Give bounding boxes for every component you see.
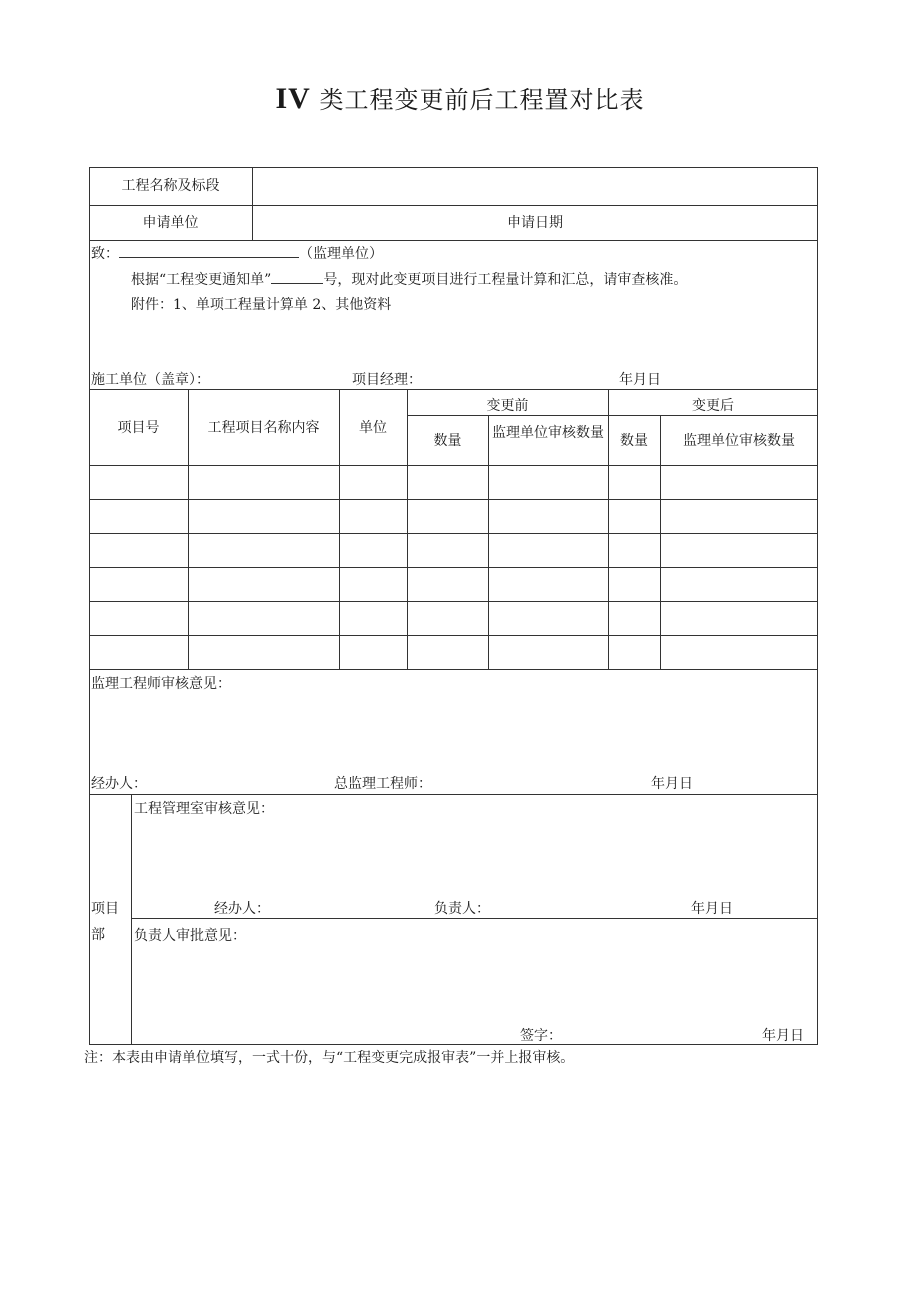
chief-supervisor-label: 总监理工程师： [334,776,432,792]
to-suffix: （监理单位） [299,246,383,262]
contractor-seal-label: 施工单位（盖章）： [91,372,210,388]
office-date: 年月日 [691,901,733,917]
divider-line [660,415,661,669]
to-prefix: 致： [91,246,119,262]
col-item-name: 工程项目名称内容 [207,420,320,436]
project-name-label: 工程名称及标段 [121,178,220,194]
divider-line [89,669,818,670]
project-dept-label-2: 部 [91,927,105,943]
col-before-qty: 数量 [433,433,462,449]
project-manager-label: 项目经理： [352,372,422,388]
office-responsible-label: 负责人： [434,901,490,917]
supervisor-handler-label: 经办人： [91,776,147,792]
supervisor-unit-blank[interactable] [119,244,299,258]
col-before-audit-qty: 监理单位审核数量 [492,425,604,441]
divider-line [89,240,818,241]
office-opinion-label: 工程管理室审核意见： [134,801,274,817]
letter-body [131,270,687,288]
project-dept-label-1: 项目 [91,901,119,917]
title-text: 类工程变更前后工程置对比表 [319,86,645,114]
office-handler-label: 经办人： [214,901,270,917]
body-suffix: 号，现对此变更项目进行工程量计算和汇总，请审查核准。 [323,272,688,288]
supervisor-opinion-label: 监理工程师审核意见： [91,676,231,692]
letter-date: 年月日 [619,372,661,388]
divider-line [407,389,408,669]
divider-line [407,415,818,416]
signature-label: 签字： [520,1028,562,1044]
supervisor-date: 年月日 [651,776,693,792]
divider-line [89,567,818,568]
letter-to-line [91,244,383,262]
page-title [0,80,920,116]
col-after-audit-qty: 监理单位审核数量 [683,433,795,449]
project-name-field[interactable] [253,168,817,204]
attachment-line: 附件：1、单项工程量计算单 2、其他资料 [131,297,392,313]
apply-date-label: 申请日期 [507,215,563,231]
divider-line [608,389,609,669]
divider-line [89,389,818,390]
signature-date: 年月日 [762,1028,804,1044]
divider-line [131,794,132,1045]
divider-line [89,635,818,636]
col-unit: 单位 [359,420,387,436]
title-roman-numeral: IV [275,82,311,115]
divider-line [89,499,818,500]
divider-line [131,918,818,919]
applicant-label: 申请单位 [142,215,199,231]
divider-line [89,533,818,534]
notice-number-blank[interactable] [271,270,323,284]
divider-line [89,601,818,602]
col-group-after: 变更后 [692,398,734,414]
divider-line [89,794,818,795]
divider-line [89,465,818,466]
col-group-before: 变更前 [486,398,529,414]
body-prefix: 根据“工程变更通知单” [131,272,272,288]
col-item-no: 项目号 [117,420,160,436]
approver-opinion-label: 负责人审批意见： [134,928,246,944]
col-after-qty: 数量 [620,433,648,449]
divider-line [89,205,818,206]
footnote: 注：本表由申请单位填写，一式十份，与“工程变更完成报审表”一并上报审核。 [84,1050,575,1066]
